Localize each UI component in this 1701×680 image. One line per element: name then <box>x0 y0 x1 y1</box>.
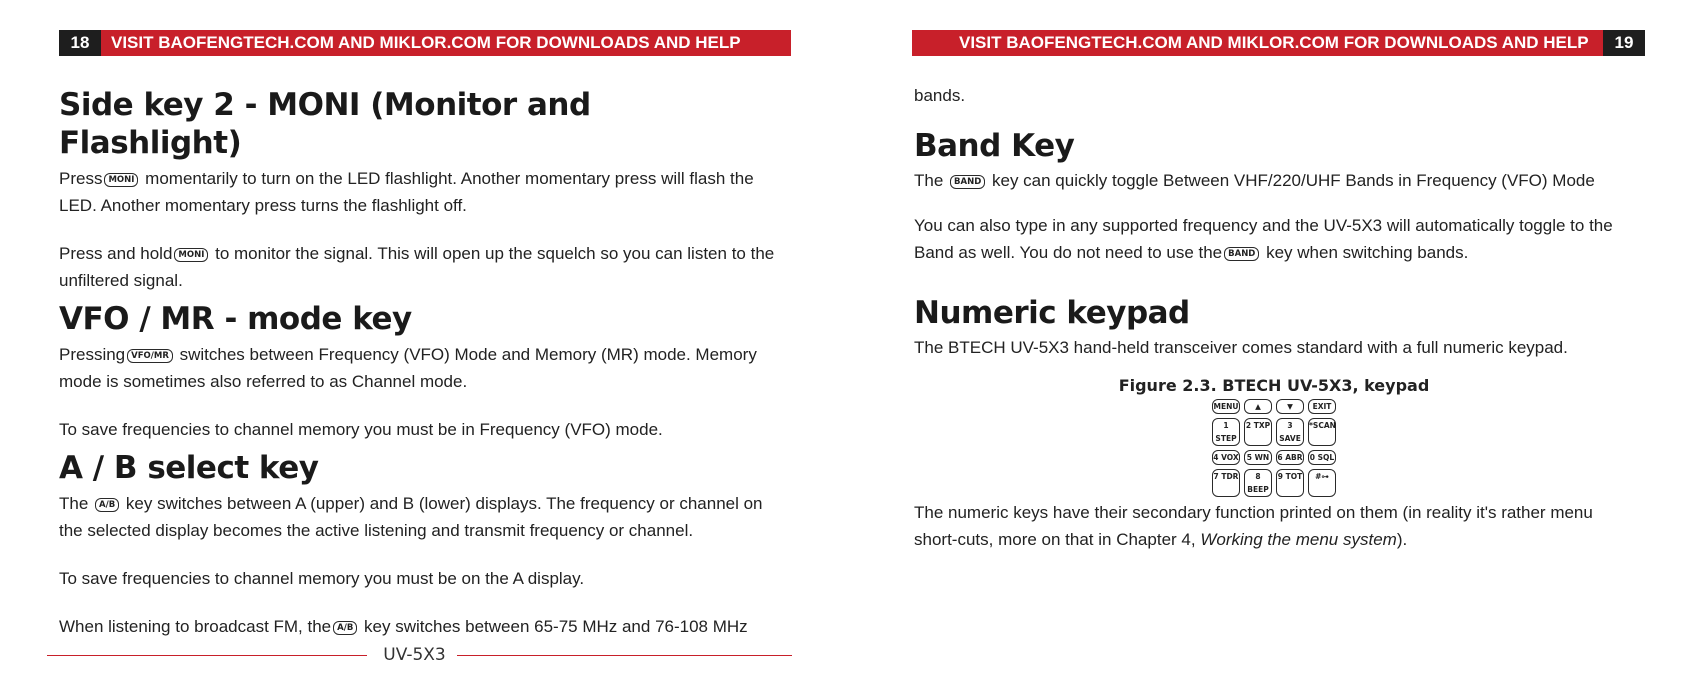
section-title-numeric: Numeric keypad <box>914 295 1190 331</box>
ab-key-icon: A/B <box>95 498 119 512</box>
ab-paragraph-1: The A/B key switches between A (upper) and B (lower) displays. The frequency or channel on the selected display becomes the active listening and transmit frequency or channel. <box>59 494 763 540</box>
key-2-txp-icon: 2 TXP <box>1244 418 1272 446</box>
footer-rule-right <box>457 655 792 656</box>
key-8-beep-icon: 8 BEEP <box>1244 469 1272 497</box>
moni-paragraph-1: Press MONI momentarily to turn on the LED flashlight. Another momentary press will flash the LED. Another momentary press turns the flashlight off. <box>59 169 754 215</box>
right-page <box>850 0 1701 680</box>
figure-caption: Figure 2.3. BTECH UV-5X3, keypad <box>1118 376 1430 395</box>
section-title-ab: A / B select key <box>59 450 319 486</box>
moni-paragraph-2: Press and hold MONI to monitor the signal. This will open up the squelch so you can listen to the unfiltered signal. <box>59 244 775 290</box>
right-content <box>914 82 1634 553</box>
vfo-mr-key-icon: VFO/MR <box>127 349 173 363</box>
menu-key-icon: MENU <box>1212 399 1240 414</box>
key-1-step-icon: 1 STEP <box>1212 418 1240 446</box>
left-header-bar <box>59 30 791 56</box>
vfo-paragraph-1: Pressing VFO/MR switches between Frequency (VFO) Mode and Memory (MR) mode. Memory mode is sometimes also referred to as Channel mode. <box>59 345 757 391</box>
key-6-abr-icon: 6 ABR <box>1276 450 1304 465</box>
left-page <box>0 0 850 680</box>
exit-key-icon: EXIT <box>1308 399 1336 414</box>
page-number: 19 <box>1603 30 1645 56</box>
keypad-figure <box>914 375 1634 501</box>
chapter-reference: Working the menu system <box>1200 530 1397 549</box>
band-key-icon: BAND <box>950 175 985 189</box>
ab-paragraph-3: When listening to broadcast FM, the A/B key switches between 65-75 MHz and 76-108 MHz <box>59 617 748 636</box>
up-arrow-key-icon: ▲ <box>1244 399 1272 414</box>
left-content <box>59 86 779 640</box>
header-text: VISIT BAOFENGTECH.COM AND MIKLOR.COM FOR DOWNLOADS AND HELP <box>959 33 1589 52</box>
key-7-tdr-icon: 7 TDR <box>1212 469 1240 497</box>
key-5-wn-icon: 5 WN <box>1244 450 1272 465</box>
key-0-sql-icon: 0 SQL <box>1308 450 1336 465</box>
continued-text: bands. <box>914 86 966 105</box>
keypad-image <box>1212 399 1336 501</box>
header-text: VISIT BAOFENGTECH.COM AND MIKLOR.COM FOR DOWNLOADS AND HELP <box>111 33 741 52</box>
right-header-bar <box>912 30 1645 56</box>
section-title-vfo: VFO / MR - mode key <box>59 301 412 337</box>
numeric-paragraph-2: The numeric keys have their secondary function printed on them (in reality it's rather menu short-cuts, more on that in Chapter 4, Working the menu system). <box>914 503 1593 549</box>
page-number: 18 <box>59 30 101 56</box>
moni-key-icon: MONI <box>104 173 138 187</box>
band-paragraph-1: The BAND key can quickly toggle Between VHF/220/UHF Bands in Frequency (VFO) Mode <box>914 171 1595 190</box>
left-footer <box>47 645 792 665</box>
key-hash-lock-icon: #⊶ <box>1308 469 1336 497</box>
down-arrow-key-icon: ▼ <box>1276 399 1304 414</box>
key-4-vox-icon: 4 VOX <box>1212 450 1240 465</box>
keypad-row <box>1212 469 1336 497</box>
moni-key-icon: MONI <box>174 248 208 262</box>
ab-paragraph-2: To save frequencies to channel memory you must be on the A display. <box>59 569 585 588</box>
numeric-paragraph-1: The BTECH UV-5X3 hand-held transceiver comes standard with a full numeric keypad. <box>914 338 1568 357</box>
section-title-moni: Side key 2 - MONI (Monitor and Flashlight) <box>59 87 591 161</box>
footer-text: UV-5X3 <box>383 645 446 665</box>
band-key-icon: BAND <box>1224 247 1259 261</box>
key-9-tot-icon: 9 TOT <box>1276 469 1304 497</box>
keypad-row <box>1212 418 1336 446</box>
band-paragraph-2: You can also type in any supported frequency and the UV-5X3 will automatically toggle to the Band as well. You do not need to use the BAND key when switching bands. <box>914 216 1613 262</box>
ab-key-icon: A/B <box>333 621 357 635</box>
keypad-row <box>1212 450 1336 465</box>
key-star-scan-icon: *SCAN <box>1308 418 1336 446</box>
vfo-paragraph-2: To save frequencies to channel memory you must be in Frequency (VFO) mode. <box>59 420 663 439</box>
footer-rule-left <box>47 655 367 656</box>
key-3-save-icon: 3 SAVE <box>1276 418 1304 446</box>
keypad-row <box>1212 399 1336 414</box>
section-title-band: Band Key <box>914 128 1075 164</box>
